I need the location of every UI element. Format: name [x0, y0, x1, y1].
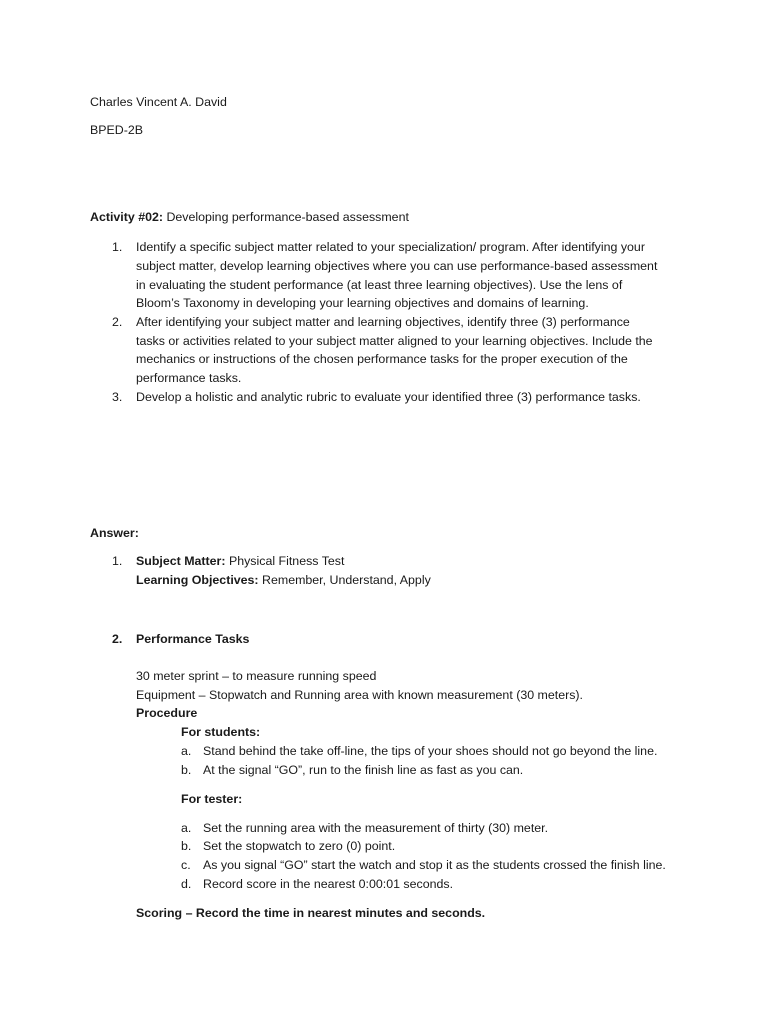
tester-step-b-text: Set the stopwatch to zero (0) point.: [203, 839, 396, 853]
tester-step-d-letter: d.: [181, 877, 192, 891]
tester-step-c-letter: c.: [181, 858, 191, 872]
activity-item-1-line-2: subject matter, develop learning objectives where you can use performance-based assessment: [136, 259, 658, 273]
activity-item-1-line-4: Bloom’s Taxonomy in developing your learning objectives and domains of learning.: [136, 296, 589, 310]
tester-step-b-letter: b.: [181, 839, 192, 853]
student-name: Charles Vincent A. David: [90, 95, 227, 109]
learning-objectives-line: [136, 571, 431, 589]
activity-label: Activity #02:: [90, 210, 164, 224]
scoring-line: [136, 904, 485, 922]
activity-title: [90, 208, 409, 226]
answer-item-1-number: 1.: [112, 554, 123, 568]
activity-item-2-line-3: mechanics or instructions of the chosen performance tasks for the proper execution of the: [136, 352, 628, 366]
activity-item-1-line-3: in evaluating the student performance (at least three learning objectives). Use the lens of: [136, 278, 623, 292]
student-step-a-text: Stand behind the take off-line, the tips of your shoes should not go beyond the line.: [203, 744, 658, 758]
scoring-text: – Record the time in nearest minutes and seconds.: [182, 906, 486, 920]
learning-objectives-label: Learning Objectives:: [136, 573, 259, 587]
student-step-b-letter: b.: [181, 763, 192, 777]
activity-title-text: Developing performance-based assessment: [166, 210, 409, 224]
task-line: 30 meter sprint – to measure running speed: [136, 669, 377, 683]
equipment-line: Equipment – Stopwatch and Running area with known measurement (30 meters).: [136, 688, 583, 702]
tester-step-c-text: As you signal “GO” start the watch and stop it as the students crossed the finish line.: [203, 858, 666, 872]
procedure-label: Procedure: [136, 706, 198, 720]
activity-item-3-line-1: Develop a holistic and analytic rubric to evaluate your identified three (3) performance tasks.: [136, 390, 641, 404]
for-students-label: For students:: [181, 725, 261, 739]
subject-matter-line: [136, 552, 344, 570]
subject-matter-label: Subject Matter:: [136, 554, 226, 568]
answer-heading: Answer:: [90, 526, 139, 540]
activity-item-3-number: 3.: [112, 390, 123, 404]
tester-step-a-text: Set the running area with the measurement of thirty (30) meter.: [203, 821, 549, 835]
tester-step-d-text: Record score in the nearest 0:00:01 seconds.: [203, 877, 454, 891]
tester-step-a-letter: a.: [181, 821, 192, 835]
activity-item-2-line-4: performance tasks.: [136, 371, 242, 385]
activity-item-2-line-1: After identifying your subject matter and learning objectives, identify three (3) performance: [136, 315, 630, 329]
activity-item-2-number: 2.: [112, 315, 123, 329]
subject-matter-value: Physical Fitness Test: [228, 554, 345, 568]
activity-item-1-number: 1.: [112, 240, 123, 254]
student-step-a-letter: a.: [181, 744, 192, 758]
learning-objectives-value: Remember, Understand, Apply: [262, 573, 431, 587]
scoring-label: Scoring: [136, 906, 183, 920]
for-tester-label: For tester:: [181, 792, 243, 806]
performance-tasks-heading: Performance Tasks: [136, 632, 250, 646]
answer-item-2-number: 2.: [112, 632, 123, 646]
activity-item-2-line-2: tasks or activities related to your subject matter aligned to your learning objectives. Include the: [136, 334, 653, 348]
student-step-b-text: At the signal “GO”, run to the finish line as fast as you can.: [203, 763, 524, 777]
activity-item-1-line-1: Identify a specific subject matter related to your specialization/ program. After identifying your: [136, 240, 645, 254]
student-section: BPED-2B: [90, 123, 144, 137]
